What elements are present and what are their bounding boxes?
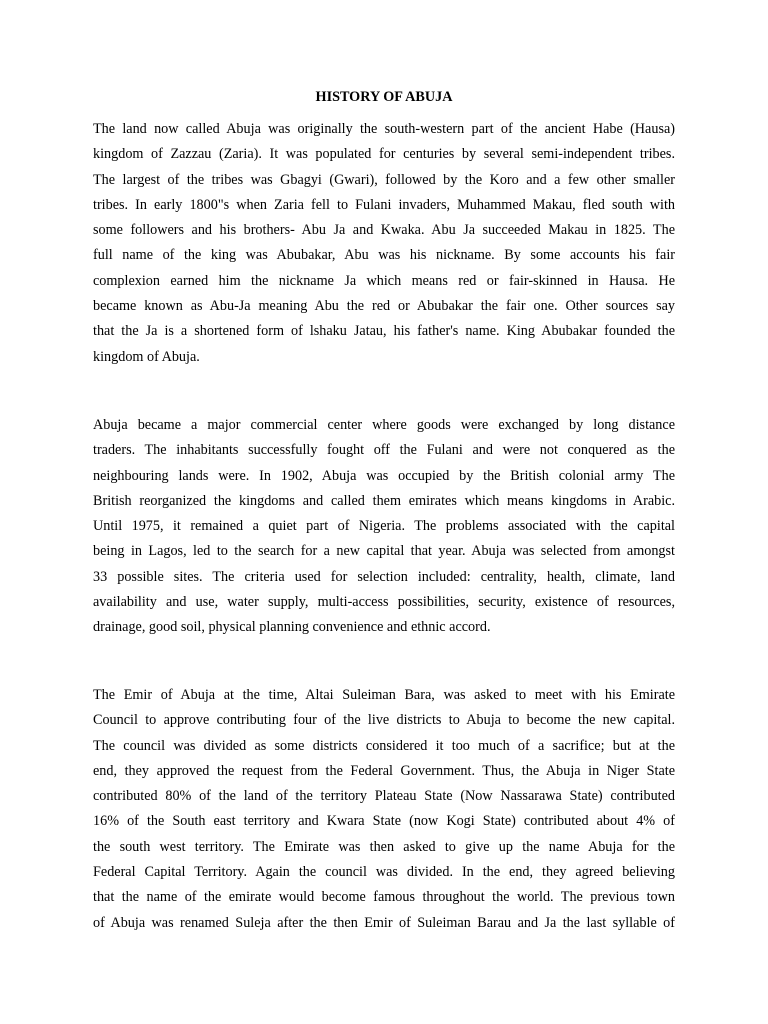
paragraph-line: end, they approved the request from the Federal Government. Thus, the Abuja in Niger State: [93, 762, 675, 779]
paragraph-line: 33 possible sites. The criteria used for selection included: centrality, health, climate, land: [93, 568, 675, 585]
paragraph-line: some followers and his brothers- Abu Ja and Kwaka. Abu Ja succeeded Makau in 1825. The: [93, 222, 675, 239]
paragraph-2: [93, 413, 675, 641]
paragraph-line: Federal Capital Territory. Again the council was divided. In the end, they agreed believing: [93, 864, 675, 881]
paragraph-line: British reorganized the kingdoms and called them emirates which means kingdoms in Arabic.: [93, 492, 675, 509]
paragraph-line: of Abuja was renamed Suleja after the then Emir of Suleiman Barau and Ja the last syllable of: [93, 914, 675, 931]
paragraph-line: the south west territory. The Emirate was then asked to give up the name Abuja for the: [93, 838, 675, 855]
paragraph-1: [93, 117, 675, 370]
paragraph-line: Abuja became a major commercial center where goods were exchanged by long distance: [93, 417, 675, 433]
paragraph-line: that the name of the emirate would become famous throughout the world. The previous town: [93, 889, 675, 906]
paragraph-line: tribes. In early 1800"s when Zaria fell to Fulani invaders, Muhammed Makau, fled south with: [93, 196, 675, 213]
paragraph-line: that the Ja is a shortened form of lshaku Jatau, his father's name. King Abubakar founded the: [93, 323, 675, 340]
paragraph-line: Council to approve contributing four of the live districts to Abuja to become the new capital.: [93, 712, 675, 729]
paragraph-line: kingdom of Abuja.: [93, 348, 200, 365]
paragraph-line: The largest of the tribes was Gbagyi (Gwari), followed by the Koro and a few other smaller: [93, 171, 675, 188]
paragraph-line: The Emir of Abuja at the time, Altai Suleiman Bara, was asked to meet with his Emirate: [93, 687, 675, 703]
page-title: HISTORY OF ABUJA: [315, 89, 453, 105]
paragraph-line: being in Lagos, led to the search for a new capital that year. Abuja was selected from amongst: [93, 543, 675, 560]
paragraph-line: kingdom of Zazzau (Zaria). It was populated for centuries by several semi-independent tribes.: [93, 146, 675, 163]
paragraph-line: neighbouring lands were. In 1902, Abuja was occupied by the British colonial army The: [93, 467, 675, 484]
paragraph-line: Until 1975, it remained a quiet part of Nigeria. The problems associated with the capital: [93, 518, 675, 535]
paragraph-line: availability and use, water supply, multi-access possibilities, security, existence of resources,: [93, 594, 675, 611]
paragraph-line: The land now called Abuja was originally the south-western part of the ancient Habe (Hausa): [93, 121, 675, 137]
paragraph-line: became known as Abu-Ja meaning Abu the red or Abubakar the fair one. Other sources say: [93, 298, 675, 315]
paragraph-line: complexion earned him the nickname Ja which means red or fair-skinned in Hausa. He: [93, 272, 675, 289]
paragraph-line: full name of the king was Abubakar, Abu was his nickname. By some accounts his fair: [93, 247, 675, 264]
paragraph-line: traders. The inhabitants successfully fought off the Fulani and were not conquered as the: [93, 442, 675, 459]
paragraph-line: 16% of the South east territory and Kwara State (now Kogi State) contributed about 4% of: [93, 813, 675, 830]
paragraph-line: contributed 80% of the land of the territory Plateau State (Now Nassarawa State) contributed: [93, 788, 675, 805]
paragraph-3: [93, 683, 675, 936]
paragraph-line: The council was divided as some districts considered it too much of a sacrifice; but at the: [93, 737, 675, 754]
paragraph-line: drainage, good soil, physical planning convenience and ethnic accord.: [93, 619, 491, 636]
